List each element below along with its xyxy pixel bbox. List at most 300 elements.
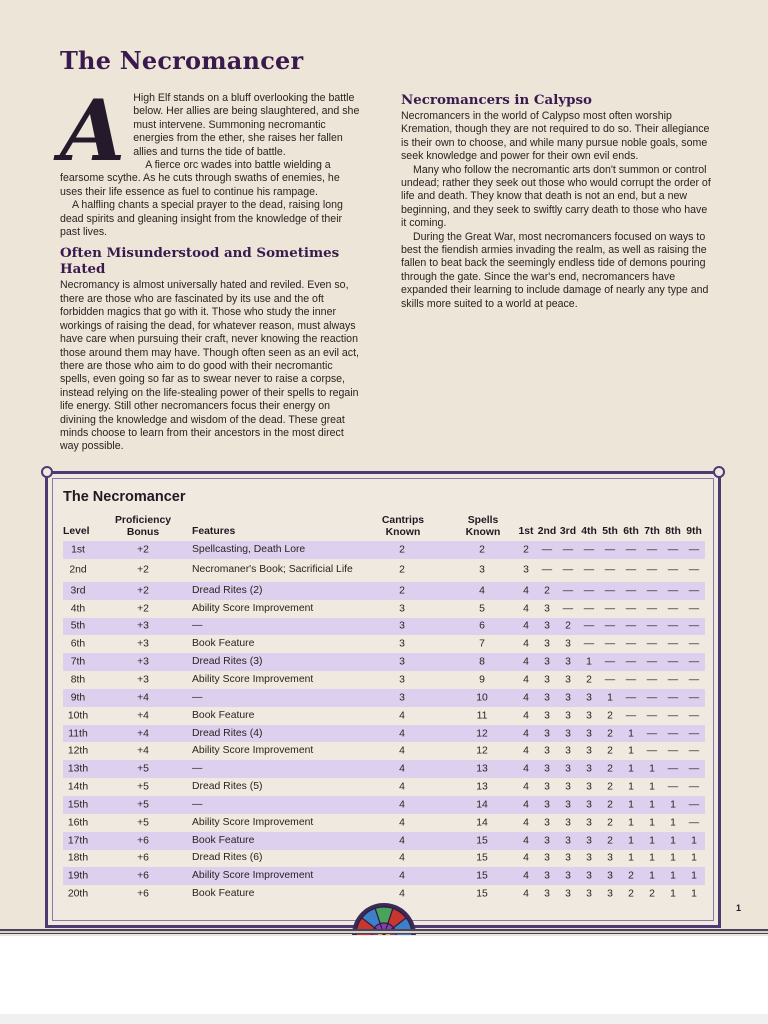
cell-cantrips: 4: [399, 781, 405, 793]
cell-slot-4th: —: [583, 620, 595, 632]
cell-cantrips: 2: [399, 544, 405, 556]
cell-proficiency: +6: [137, 870, 149, 882]
cell-cantrips: 3: [399, 638, 405, 650]
cell-slot-3rd: —: [562, 544, 574, 556]
cell-slot-6th: —: [625, 564, 637, 576]
bottom-border: [0, 929, 768, 934]
header-proficiency-line2: Bonus: [126, 526, 160, 538]
header-slot-8th: 8th: [665, 526, 681, 537]
cell-slot-1st: 4: [523, 674, 529, 686]
cell-spells: 2: [479, 544, 485, 556]
table-row: [63, 760, 705, 778]
intro-paragraph-1: High Elf stands on a bluff overlooking the battle below. Her allies are being slaughtered, and she must intervene. Summoning necromantic energies from the ether, she raises her fallen allies and turns the tide of battle.: [133, 92, 360, 158]
cell-features: Ability Score Improvement: [192, 870, 314, 882]
frame-corner-ornament: [41, 466, 53, 478]
cell-slot-9th: —: [688, 620, 700, 632]
cell-slot-1st: 4: [523, 656, 529, 668]
cell-spells: 10: [476, 692, 488, 704]
cell-slot-7th: —: [646, 544, 658, 556]
table-row: [63, 559, 705, 582]
cell-slot-8th: —: [667, 745, 679, 757]
header-slot-5th: 5th: [602, 526, 618, 537]
cell-slot-6th: 1: [628, 835, 634, 847]
cell-slot-6th: —: [625, 674, 637, 686]
cell-slot-3rd: 3: [565, 781, 571, 793]
cell-features: Book Feature: [192, 834, 255, 846]
cell-slot-4th: —: [583, 564, 595, 576]
cell-slot-8th: —: [667, 564, 679, 576]
cell-slot-7th: 1: [649, 817, 655, 829]
cell-slot-1st: 3: [523, 564, 529, 576]
header-cantrips-line2: Known: [385, 526, 421, 538]
cell-slot-3rd: 3: [565, 870, 571, 882]
cell-slot-8th: —: [667, 638, 679, 650]
cell-level: 17th: [67, 835, 89, 847]
progression-table-body: [63, 541, 705, 903]
cell-spells: 7: [479, 638, 485, 650]
header-spells-line2: Known: [465, 526, 501, 538]
cell-cantrips: 4: [399, 710, 405, 722]
cell-slot-3rd: 3: [565, 710, 571, 722]
cell-slot-8th: —: [667, 728, 679, 740]
cell-proficiency: +6: [137, 835, 149, 847]
cell-features: Dread Rites (3): [192, 655, 263, 667]
cell-slot-7th: 2: [649, 888, 655, 900]
cell-slot-4th: 3: [586, 763, 592, 775]
cell-slot-1st: 4: [523, 799, 529, 811]
cell-slot-3rd: 3: [565, 852, 571, 864]
cell-slot-7th: —: [646, 620, 658, 632]
cell-cantrips: 4: [399, 728, 405, 740]
cell-slot-4th: —: [583, 585, 595, 597]
cell-slot-4th: 3: [586, 870, 592, 882]
cell-slot-1st: 4: [523, 710, 529, 722]
cell-slot-6th: —: [625, 620, 637, 632]
cell-slot-4th: 3: [586, 799, 592, 811]
viewer-bottom-strip: [0, 1014, 768, 1024]
cell-level: 8th: [70, 674, 86, 686]
cell-slot-7th: —: [646, 728, 658, 740]
cell-spells: 12: [476, 745, 488, 757]
cell-slot-2nd: 3: [544, 620, 550, 632]
header-slot-7th: 7th: [644, 526, 660, 537]
cell-slot-1st: 4: [523, 603, 529, 615]
cell-slot-5th: —: [604, 674, 616, 686]
header-slot-2nd: 2nd: [537, 526, 557, 537]
cell-slot-5th: 2: [607, 728, 613, 740]
calypso-paragraph-3: During the Great War, most necromancers focused on ways to best the fiendish armies invading the realm, as well as raising the fallen to beat back the seemingly endless tide of demons pouring through the gate. Since the war's end, necromancers have expanded their learning to include damage of nearly any type and skills more suited to a world at peace.: [401, 230, 709, 310]
cell-spells: 15: [476, 852, 488, 864]
cell-slot-6th: —: [625, 544, 637, 556]
cell-proficiency: +3: [137, 674, 149, 686]
header-slot-3rd: 3rd: [559, 526, 577, 537]
cell-cantrips: 4: [399, 852, 405, 864]
cell-spells: 9: [479, 674, 485, 686]
cell-slot-1st: 4: [523, 835, 529, 847]
cell-slot-2nd: 3: [544, 603, 550, 615]
cell-slot-2nd: 3: [544, 835, 550, 847]
table-row: [63, 635, 705, 653]
cell-slot-2nd: 3: [544, 728, 550, 740]
cell-slot-6th: 1: [628, 781, 634, 793]
cell-slot-6th: 1: [628, 852, 634, 864]
header-proficiency-line1: Proficiency: [114, 515, 172, 526]
cell-slot-6th: 1: [628, 745, 634, 757]
cell-slot-1st: 4: [523, 728, 529, 740]
cell-slot-3rd: 3: [565, 763, 571, 775]
cell-slot-3rd: 3: [565, 745, 571, 757]
cell-slot-3rd: 3: [565, 674, 571, 686]
cell-slot-9th: —: [688, 710, 700, 722]
cell-features: Book Feature: [192, 638, 255, 650]
cell-slot-5th: 2: [607, 745, 613, 757]
cell-features: Dread Rites (4): [192, 727, 263, 739]
calypso-paragraph-2: Many who follow the necromantic arts don't summon or control undead; rather they seek out those who would corrupt the order of life and death. They know that death is not an end, but a new beginning, and they seek to swiftly carry death to those who have it coming.: [401, 163, 711, 230]
cell-slot-5th: 3: [607, 852, 613, 864]
table-row: [63, 850, 705, 868]
table-row: [63, 671, 705, 689]
cell-proficiency: +5: [137, 799, 149, 811]
cell-slot-8th: —: [667, 781, 679, 793]
cell-features: Ability Score Improvement: [192, 602, 314, 614]
header-spells: [452, 515, 514, 538]
cell-slot-2nd: —: [541, 564, 553, 576]
cell-slot-6th: —: [625, 638, 637, 650]
cell-level: 2nd: [69, 564, 87, 576]
cell-slot-8th: —: [667, 544, 679, 556]
cell-slot-8th: 1: [670, 817, 676, 829]
cell-slot-5th: —: [604, 544, 616, 556]
cell-features: Ability Score Improvement: [192, 816, 314, 828]
cell-slot-4th: 3: [586, 745, 592, 757]
cell-slot-6th: 2: [628, 870, 634, 882]
cell-slot-4th: 3: [586, 817, 592, 829]
cell-cantrips: 3: [399, 692, 405, 704]
cell-slot-5th: 2: [607, 799, 613, 811]
table-row: [63, 796, 705, 814]
cell-slot-3rd: 3: [565, 728, 571, 740]
cell-proficiency: +2: [137, 564, 149, 576]
section-heading-calypso: Necromancers in Calypso: [401, 92, 592, 108]
header-features: Features: [192, 526, 236, 537]
cell-proficiency: +6: [137, 852, 149, 864]
cell-slot-8th: —: [667, 763, 679, 775]
cell-slot-7th: 1: [649, 835, 655, 847]
header-slot-4th: 4th: [581, 526, 597, 537]
cell-cantrips: 3: [399, 674, 405, 686]
cell-slot-5th: 2: [607, 710, 613, 722]
cell-spells: 14: [476, 799, 488, 811]
frame-corner-ornament: [713, 466, 725, 478]
cell-slot-5th: 1: [607, 692, 613, 704]
cell-slot-2nd: 3: [544, 656, 550, 668]
cell-slot-5th: 2: [607, 835, 613, 847]
cell-slot-1st: 4: [523, 763, 529, 775]
cell-slot-9th: —: [688, 674, 700, 686]
cell-level: 1st: [71, 544, 85, 556]
cell-slot-2nd: 3: [544, 888, 550, 900]
table-row: [63, 778, 705, 796]
cell-cantrips: 2: [399, 585, 405, 597]
cell-cantrips: 3: [399, 620, 405, 632]
cell-slot-7th: 1: [649, 870, 655, 882]
cell-slot-5th: —: [604, 564, 616, 576]
header-cantrips-line1: Cantrips: [381, 515, 425, 526]
cell-level: 15th: [67, 799, 89, 811]
cell-slot-1st: 4: [523, 888, 529, 900]
cell-slot-8th: 1: [670, 852, 676, 864]
cell-slot-1st: 4: [523, 781, 529, 793]
cell-level: 7th: [70, 656, 86, 668]
cell-slot-5th: 3: [607, 888, 613, 900]
cell-slot-6th: —: [625, 692, 637, 704]
cell-level: 10th: [67, 710, 89, 722]
cell-slot-9th: —: [688, 603, 700, 615]
cell-proficiency: +4: [137, 728, 149, 740]
cell-slot-8th: —: [667, 692, 679, 704]
cell-slot-3rd: 3: [565, 817, 571, 829]
cell-slot-4th: 3: [586, 888, 592, 900]
cell-spells: 8: [479, 656, 485, 668]
cell-slot-8th: —: [667, 710, 679, 722]
cell-slot-2nd: 3: [544, 799, 550, 811]
cell-slot-2nd: 3: [544, 781, 550, 793]
cell-slot-3rd: 3: [565, 835, 571, 847]
cell-spells: 12: [476, 728, 488, 740]
cell-slot-3rd: 3: [565, 638, 571, 650]
cell-slot-9th: —: [688, 817, 700, 829]
left-column: [60, 81, 364, 454]
cell-spells: 15: [476, 835, 488, 847]
cell-slot-3rd: 3: [565, 692, 571, 704]
cell-slot-9th: 1: [691, 870, 697, 882]
cell-slot-2nd: 3: [544, 710, 550, 722]
cell-slot-4th: 3: [586, 781, 592, 793]
cell-spells: 15: [476, 870, 488, 882]
table-row: [63, 618, 705, 636]
cell-slot-6th: —: [625, 603, 637, 615]
cell-slot-5th: —: [604, 638, 616, 650]
cell-cantrips: 4: [399, 745, 405, 757]
page-number: 1: [736, 903, 742, 913]
cell-slot-7th: —: [646, 638, 658, 650]
cell-spells: 3: [479, 564, 485, 576]
cell-slot-7th: 1: [649, 763, 655, 775]
cell-slot-4th: —: [583, 638, 595, 650]
cell-slot-7th: —: [646, 603, 658, 615]
cell-level: 12th: [67, 745, 89, 757]
cell-slot-9th: 1: [691, 888, 697, 900]
cell-slot-3rd: —: [562, 603, 574, 615]
table-row: [63, 582, 705, 600]
cell-slot-4th: 3: [586, 852, 592, 864]
cell-slot-1st: 4: [523, 620, 529, 632]
cell-features: Dread Rites (5): [192, 780, 263, 792]
table-row: [63, 867, 705, 885]
cell-slot-7th: 1: [649, 799, 655, 811]
cell-slot-2nd: 3: [544, 763, 550, 775]
cell-features: Dread Rites (2): [192, 584, 263, 596]
cell-slot-1st: 2: [523, 544, 529, 556]
intro-paragraph-2: A fierce orc wades into battle wielding a fearsome scythe. As he cuts through swaths of enemies, he uses their life essence as fuel to continue his rampage.: [60, 159, 340, 198]
cell-level: 3rd: [70, 585, 86, 597]
cell-level: 18th: [67, 852, 89, 864]
cell-slot-4th: 1: [586, 656, 592, 668]
table-row: [63, 689, 705, 707]
cell-slot-5th: —: [604, 585, 616, 597]
cell-spells: 6: [479, 620, 485, 632]
cell-slot-2nd: 3: [544, 852, 550, 864]
cell-spells: 13: [476, 763, 488, 775]
cell-cantrips: 4: [399, 763, 405, 775]
cell-slot-6th: —: [625, 656, 637, 668]
right-column: [401, 92, 715, 311]
cell-slot-1st: 4: [523, 745, 529, 757]
cell-slot-2nd: 2: [544, 585, 550, 597]
cell-slot-1st: 4: [523, 638, 529, 650]
table-row: [63, 707, 705, 725]
cell-level: 19th: [67, 870, 89, 882]
cell-slot-9th: —: [688, 745, 700, 757]
cell-proficiency: +6: [137, 888, 149, 900]
cell-slot-9th: —: [688, 728, 700, 740]
cell-slot-4th: —: [583, 544, 595, 556]
cell-proficiency: +5: [137, 763, 149, 775]
cell-proficiency: +2: [137, 544, 149, 556]
cell-slot-3rd: 3: [565, 888, 571, 900]
cell-proficiency: +4: [137, 745, 149, 757]
cell-slot-9th: 1: [691, 835, 697, 847]
cell-slot-9th: —: [688, 692, 700, 704]
cell-slot-1st: 4: [523, 852, 529, 864]
cell-slot-2nd: —: [541, 544, 553, 556]
cell-cantrips: 4: [399, 835, 405, 847]
cell-slot-9th: —: [688, 763, 700, 775]
header-spells-line1: Spells: [467, 515, 499, 526]
cell-slot-3rd: 3: [565, 799, 571, 811]
cell-slot-3rd: 2: [565, 620, 571, 632]
cell-slot-7th: 1: [649, 852, 655, 864]
cell-slot-3rd: —: [562, 585, 574, 597]
cell-slot-7th: 1: [649, 781, 655, 793]
cell-cantrips: 4: [399, 870, 405, 882]
cell-cantrips: 4: [399, 817, 405, 829]
cell-level: 4th: [70, 603, 86, 615]
header-cantrips: [372, 515, 434, 538]
cell-features: —: [192, 691, 203, 703]
cell-slot-5th: —: [604, 620, 616, 632]
cell-cantrips: 4: [399, 799, 405, 811]
cell-features: Necromaner's Book; Sacrificial Life: [192, 564, 353, 576]
cell-slot-6th: —: [625, 710, 637, 722]
drop-cap: A: [60, 81, 126, 180]
cell-slot-2nd: 3: [544, 745, 550, 757]
cell-slot-4th: 3: [586, 835, 592, 847]
header-proficiency: [110, 515, 176, 538]
cell-proficiency: +5: [137, 781, 149, 793]
cell-slot-8th: 1: [670, 870, 676, 882]
cell-proficiency: +3: [137, 656, 149, 668]
header-slot-6th: 6th: [623, 526, 639, 537]
intro-paragraph-3: A halfling chants a special prayer to the dead, raising long dead spirits and gleaning insight from the knowledge of their past lives.: [60, 199, 343, 239]
cell-slot-8th: —: [667, 656, 679, 668]
cell-slot-5th: 3: [607, 870, 613, 882]
cell-level: 13th: [67, 763, 89, 775]
cell-slot-1st: 4: [523, 692, 529, 704]
cell-slot-2nd: 3: [544, 674, 550, 686]
cell-features: —: [192, 762, 203, 774]
cell-slot-9th: —: [688, 638, 700, 650]
cell-slot-5th: —: [604, 603, 616, 615]
cell-slot-9th: —: [688, 544, 700, 556]
cell-slot-9th: —: [688, 564, 700, 576]
cell-slot-8th: —: [667, 603, 679, 615]
cell-slot-6th: 1: [628, 728, 634, 740]
cell-level: 6th: [70, 638, 86, 650]
cell-cantrips: 4: [399, 888, 405, 900]
cell-level: 9th: [70, 692, 86, 704]
cell-slot-3rd: —: [562, 564, 574, 576]
table-row: [63, 600, 705, 618]
cell-slot-2nd: 3: [544, 817, 550, 829]
cell-slot-9th: —: [688, 585, 700, 597]
calypso-paragraph-1: Necromancers in the world of Calypso most often worship Kremation, though they are not required to do so. Their allegiance is their own to choose, and while many pursue noble goals, some seek knowledge and power for their own evil ends.: [401, 110, 710, 163]
cell-slot-8th: —: [667, 674, 679, 686]
cell-slot-7th: —: [646, 585, 658, 597]
cell-slot-5th: 2: [607, 781, 613, 793]
cell-slot-6th: 1: [628, 763, 634, 775]
cell-spells: 15: [476, 888, 488, 900]
table-row: [63, 832, 705, 850]
cell-slot-9th: 1: [691, 852, 697, 864]
cell-slot-5th: —: [604, 656, 616, 668]
cell-features: Spellcasting, Death Lore: [192, 543, 306, 555]
cell-spells: 14: [476, 817, 488, 829]
page-title: The Necromancer: [60, 46, 304, 75]
table-row: [63, 653, 705, 671]
cell-spells: 4: [479, 585, 485, 597]
cell-slot-3rd: 3: [565, 656, 571, 668]
cell-slot-8th: —: [667, 585, 679, 597]
cell-features: Book Feature: [192, 709, 255, 721]
cell-spells: 5: [479, 603, 485, 615]
cell-slot-1st: 4: [523, 870, 529, 882]
cell-cantrips: 2: [399, 564, 405, 576]
viewer-background: [0, 936, 768, 1024]
cell-slot-9th: —: [688, 656, 700, 668]
cell-slot-5th: 2: [607, 817, 613, 829]
cell-slot-7th: —: [646, 656, 658, 668]
cell-proficiency: +3: [137, 620, 149, 632]
cell-level: 5th: [70, 620, 86, 632]
cell-features: —: [192, 798, 203, 810]
cell-slot-6th: —: [625, 585, 637, 597]
cell-slot-6th: 1: [628, 817, 634, 829]
cell-level: 20th: [67, 888, 89, 900]
cell-cantrips: 3: [399, 656, 405, 668]
cell-slot-1st: 4: [523, 817, 529, 829]
cell-proficiency: +4: [137, 710, 149, 722]
cell-level: 14th: [67, 781, 89, 793]
cell-proficiency: +5: [137, 817, 149, 829]
cell-proficiency: +3: [137, 638, 149, 650]
table-row: [63, 742, 705, 760]
cell-slot-7th: —: [646, 564, 658, 576]
cell-slot-4th: 3: [586, 710, 592, 722]
cell-slot-5th: 2: [607, 763, 613, 775]
header-slot-9th: 9th: [686, 526, 702, 537]
cell-slot-8th: 1: [670, 835, 676, 847]
